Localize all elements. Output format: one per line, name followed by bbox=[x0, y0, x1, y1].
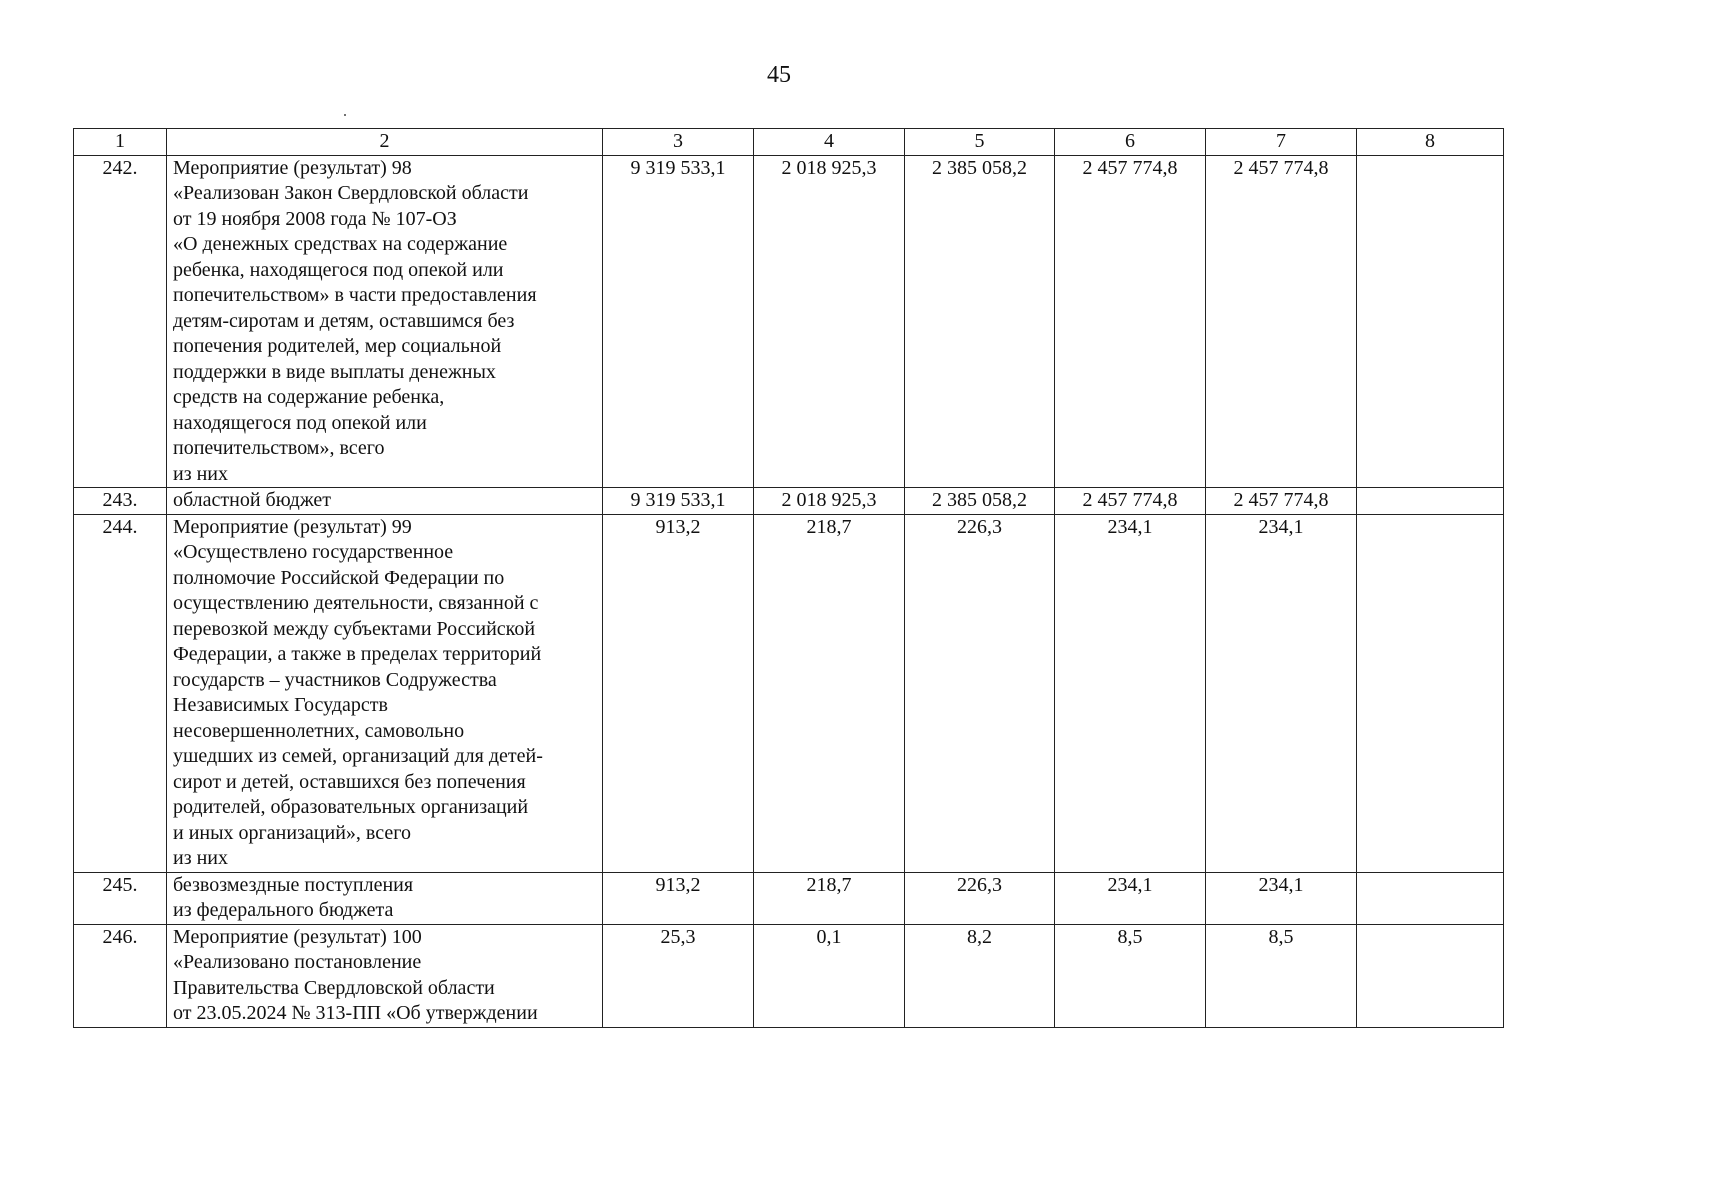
description-line: «Осуществлено государственное bbox=[173, 541, 454, 563]
value-cell-col6: 234,1 bbox=[1055, 872, 1206, 924]
description-line: «О денежных средствах на содержание bbox=[173, 233, 508, 255]
value-cell-col5: 2 385 058,2 bbox=[905, 155, 1055, 488]
table-row bbox=[74, 872, 1504, 924]
column-header: 1 bbox=[74, 129, 167, 156]
value-cell-col3: 9 319 533,1 bbox=[603, 155, 754, 488]
description-line: Независимых Государств bbox=[173, 694, 388, 716]
table-row bbox=[74, 924, 1504, 1027]
description-line: детям-сиротам и детям, оставшимся без bbox=[173, 309, 515, 332]
description-line: родителей, образовательных организаций bbox=[173, 796, 529, 818]
row-number: 245. bbox=[74, 872, 167, 924]
value-cell-col8 bbox=[1357, 514, 1504, 872]
description-line: Мероприятие (результат) 99 bbox=[173, 515, 412, 538]
description-line: областной бюджет bbox=[173, 489, 332, 511]
description-line: находящегося под опекой или bbox=[173, 411, 427, 434]
row-description bbox=[167, 872, 603, 924]
description-line: поддержки в виде выплаты денежных bbox=[173, 360, 496, 383]
value-cell-col7: 2 457 774,8 bbox=[1206, 488, 1357, 515]
description-line: ушедших из семей, организаций для детей- bbox=[173, 745, 543, 767]
row-description bbox=[167, 514, 603, 872]
description-line: перевозкой между субъектами Российской bbox=[173, 617, 536, 640]
row-number: 246. bbox=[74, 924, 167, 1027]
value-cell-col3: 9 319 533,1 bbox=[603, 488, 754, 515]
row-number: 244. bbox=[74, 514, 167, 872]
description-line: и иных организаций», всего bbox=[173, 821, 411, 844]
column-header: 2 bbox=[167, 129, 603, 156]
description-line: Мероприятие (результат) 98 bbox=[173, 156, 412, 179]
row-description bbox=[167, 924, 603, 1027]
column-header: 6 bbox=[1055, 129, 1206, 156]
row-description bbox=[167, 155, 603, 488]
column-header: 7 bbox=[1206, 129, 1357, 156]
description-line: «Реализован Закон Свердловской области bbox=[173, 182, 529, 204]
value-cell-col5: 2 385 058,2 bbox=[905, 488, 1055, 515]
description-line: попечительством», всего bbox=[173, 437, 385, 459]
table-header-row bbox=[74, 129, 1504, 156]
value-cell-col7: 234,1 bbox=[1206, 514, 1357, 872]
table-row bbox=[74, 488, 1504, 515]
description-line: осуществлению деятельности, связанной с bbox=[173, 592, 539, 614]
value-cell-col3: 913,2 bbox=[603, 514, 754, 872]
description-line: несовершеннолетних, самовольно bbox=[173, 719, 465, 742]
table-row bbox=[74, 514, 1504, 872]
value-cell-col6: 8,5 bbox=[1055, 924, 1206, 1027]
value-cell-col5: 226,3 bbox=[905, 514, 1055, 872]
column-header: 4 bbox=[754, 129, 905, 156]
value-cell-col6: 2 457 774,8 bbox=[1055, 488, 1206, 515]
description-line: из них bbox=[173, 847, 229, 869]
value-cell-col8 bbox=[1357, 488, 1504, 515]
value-cell-col7: 8,5 bbox=[1206, 924, 1357, 1027]
value-cell-col3: 25,3 bbox=[603, 924, 754, 1027]
row-description bbox=[167, 488, 603, 515]
description-line: ребенка, находящегося под опекой или bbox=[173, 258, 504, 281]
value-cell-col5: 8,2 bbox=[905, 924, 1055, 1027]
value-cell-col6: 234,1 bbox=[1055, 514, 1206, 872]
budget-table bbox=[73, 128, 1504, 1028]
description-line: попечения родителей, мер социальной bbox=[173, 335, 502, 357]
description-line: «Реализовано постановление bbox=[173, 951, 422, 973]
description-line: попечительством» в части предоставления bbox=[173, 284, 537, 306]
column-header: 3 bbox=[603, 129, 754, 156]
value-cell-col3: 913,2 bbox=[603, 872, 754, 924]
description-line: от 23.05.2024 № 313-ПП «Об утверждении bbox=[173, 1002, 538, 1024]
description-line: из них bbox=[173, 462, 229, 485]
value-cell-col4: 218,7 bbox=[754, 872, 905, 924]
value-cell-col8 bbox=[1357, 872, 1504, 924]
table-row bbox=[74, 155, 1504, 488]
description-line: средств на содержание ребенка, bbox=[173, 386, 445, 408]
description-line: Федерации, а также в пределах территорий bbox=[173, 643, 542, 665]
description-line: сирот и детей, оставшихся без попечения bbox=[173, 770, 526, 793]
page-number: 45 bbox=[767, 62, 791, 88]
scan-speck bbox=[344, 114, 346, 116]
value-cell-col4: 2 018 925,3 bbox=[754, 155, 905, 488]
description-line: от 19 ноября 2008 года № 107-ОЗ bbox=[173, 207, 457, 230]
value-cell-col8 bbox=[1357, 155, 1504, 488]
value-cell-col7: 2 457 774,8 bbox=[1206, 155, 1357, 488]
row-number: 243. bbox=[74, 488, 167, 515]
value-cell-col6: 2 457 774,8 bbox=[1055, 155, 1206, 488]
description-line: Правительства Свердловской области bbox=[173, 976, 495, 999]
value-cell-col4: 2 018 925,3 bbox=[754, 488, 905, 515]
column-header: 8 bbox=[1357, 129, 1504, 156]
value-cell-col8 bbox=[1357, 924, 1504, 1027]
value-cell-col7: 234,1 bbox=[1206, 872, 1357, 924]
description-line: государств – участников Содружества bbox=[173, 668, 497, 691]
row-number: 242. bbox=[74, 155, 167, 488]
description-line: Мероприятие (результат) 100 bbox=[173, 925, 422, 948]
value-cell-col4: 218,7 bbox=[754, 514, 905, 872]
description-line: полномочие Российской Федерации по bbox=[173, 566, 505, 589]
value-cell-col5: 226,3 bbox=[905, 872, 1055, 924]
column-header: 5 bbox=[905, 129, 1055, 156]
value-cell-col4: 0,1 bbox=[754, 924, 905, 1027]
description-line: безвозмездные поступления bbox=[173, 873, 414, 896]
description-line: из федерального бюджета bbox=[173, 899, 394, 921]
